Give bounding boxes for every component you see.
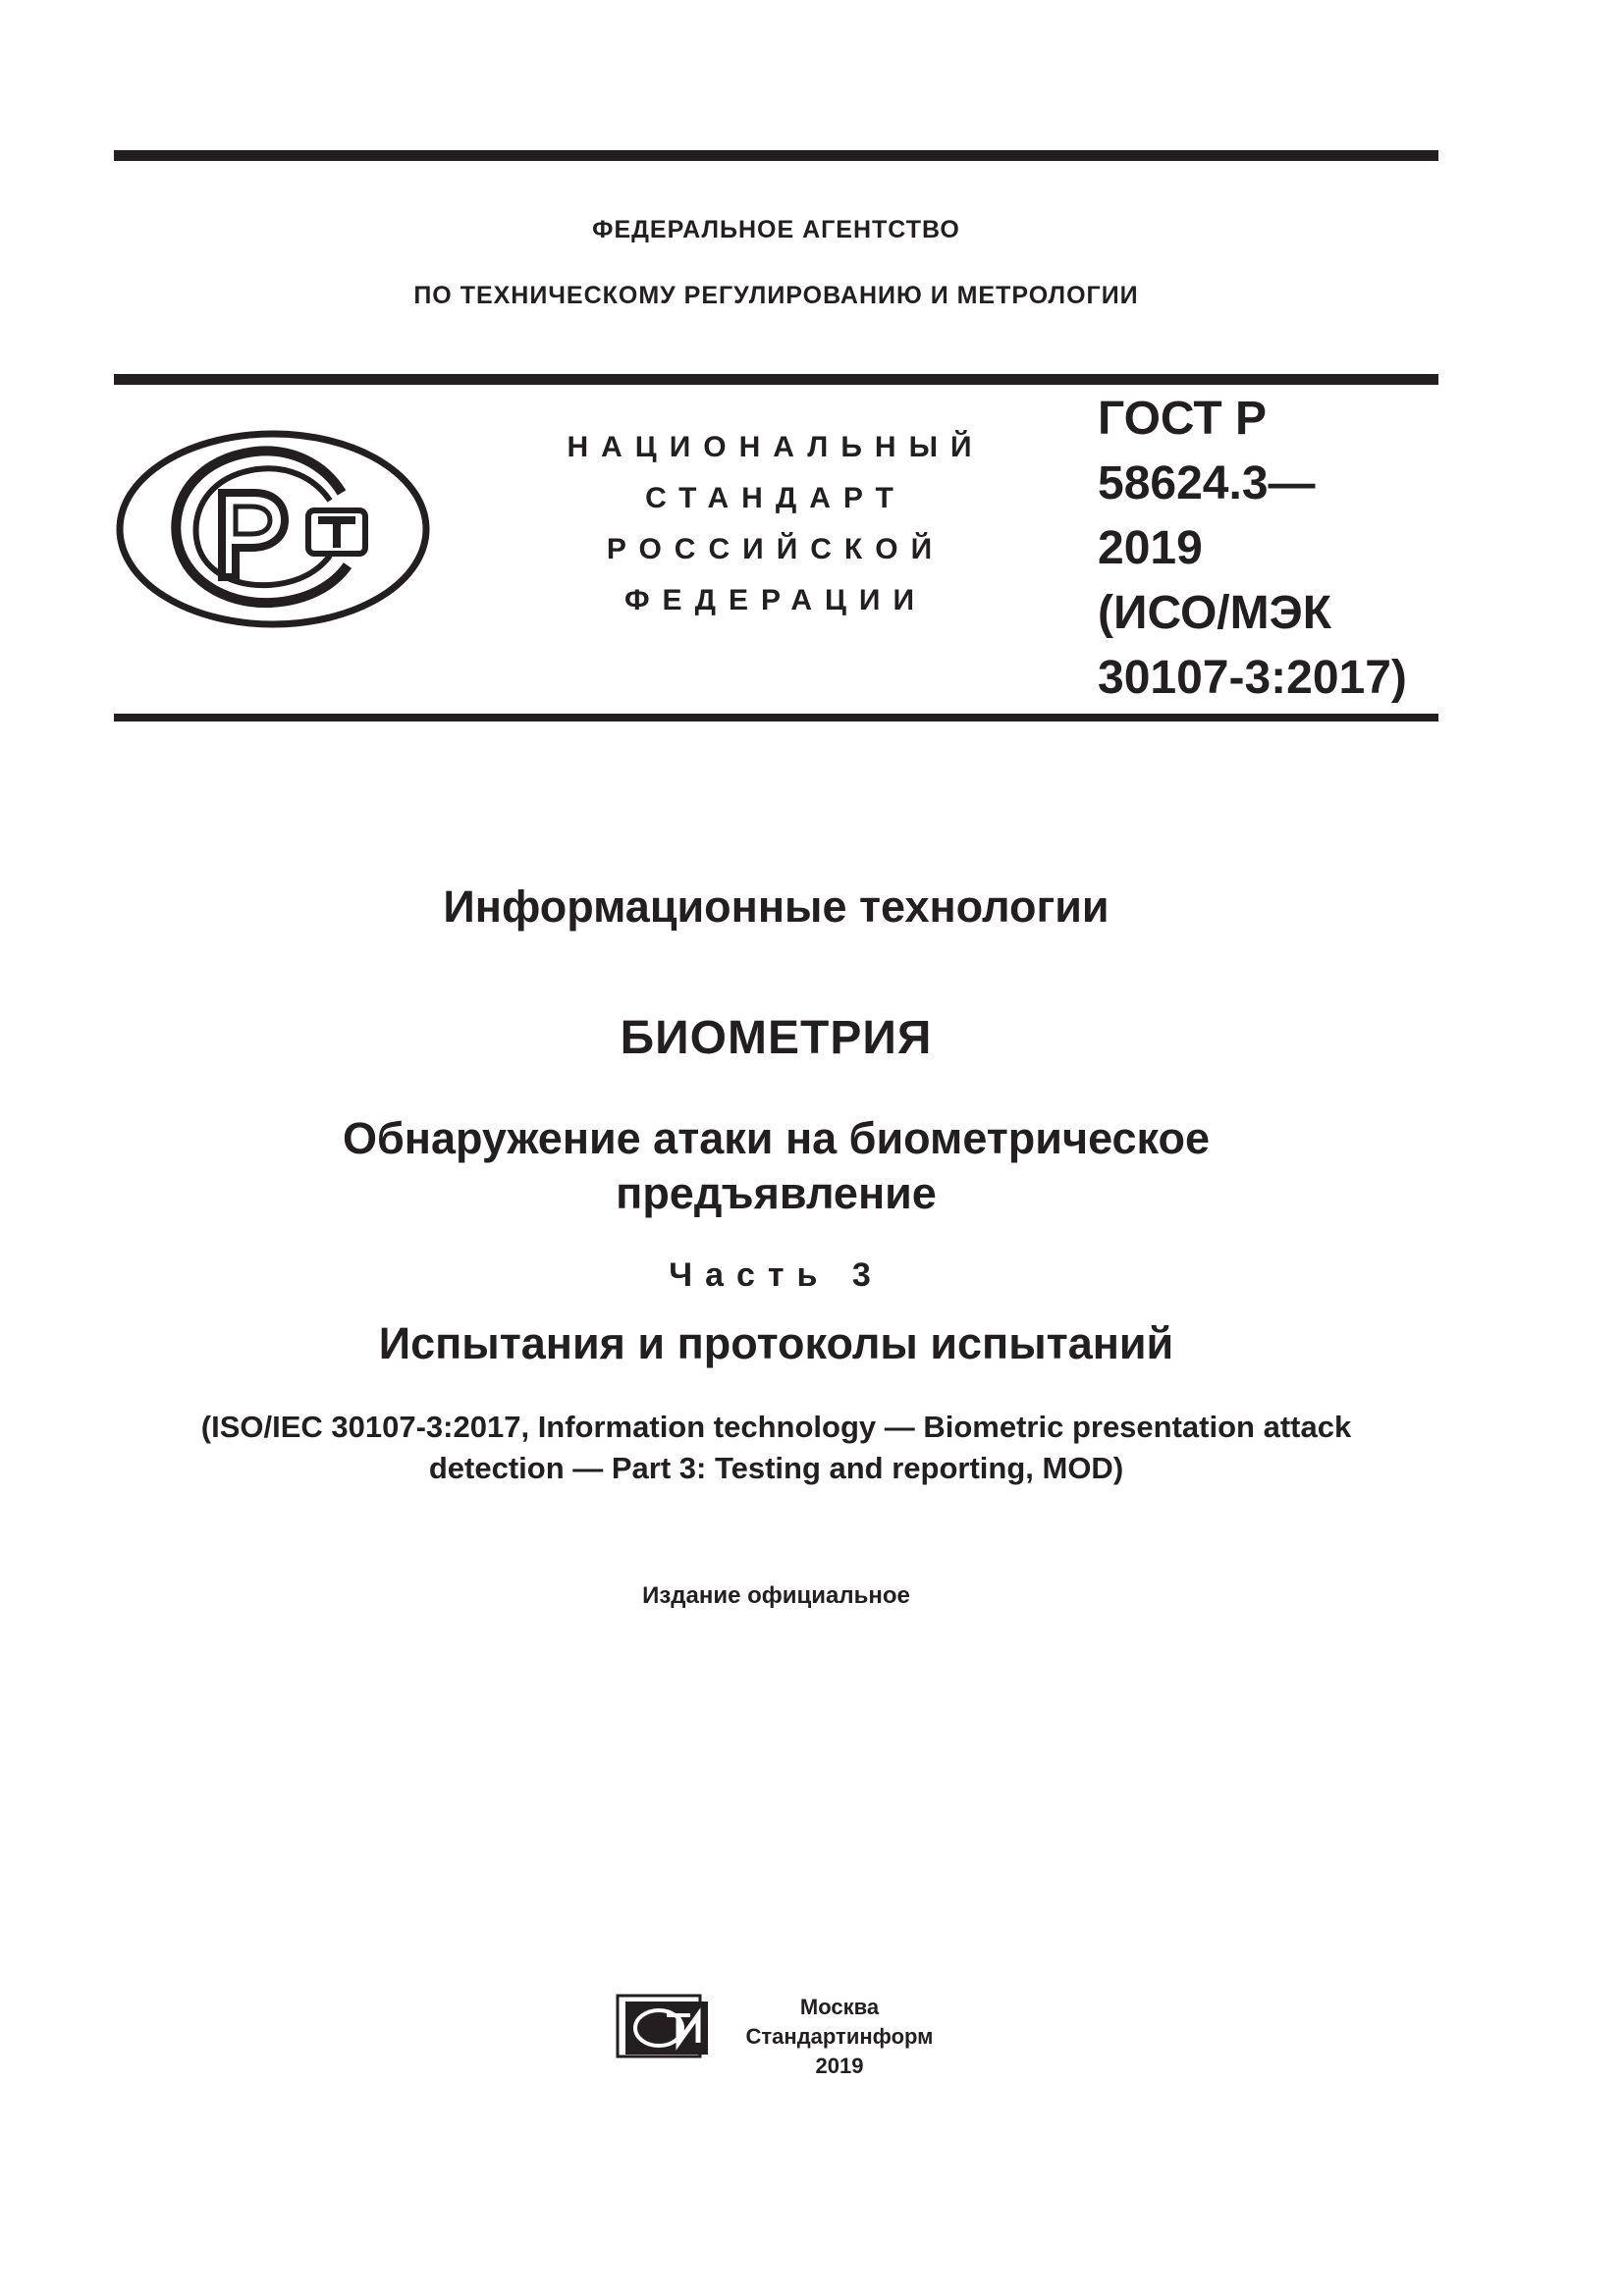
part-title: Испытания и протоколы испытаний	[378, 1318, 1174, 1368]
rst-gost-logo-icon	[116, 430, 430, 628]
sub-title-line-1: Обнаружение атаки на биометрическое	[343, 1113, 1210, 1163]
national-standard-line-3: РОССИЙСКОЙ	[606, 533, 946, 565]
national-standard-line-1: НАЦИОНАЛЬНЫЙ	[567, 431, 985, 463]
agency-line-1: ФЕДЕРАЛЬНОЕ АГЕНТСТВО	[592, 216, 960, 243]
field-title: Информационные технологии	[443, 881, 1110, 932]
main-title: БИОМЕТРИЯ	[620, 1012, 933, 1064]
part-label: Часть 3	[669, 1256, 884, 1294]
sub-title-line-2: предъявление	[616, 1168, 937, 1218]
publisher-block	[717, 1993, 962, 2081]
agency-line-2: ПО ТЕХНИЧЕСКОМУ РЕГУЛИРОВАНИЮ И МЕТРОЛОГИИ	[413, 282, 1139, 309]
designation-line-2: 58624.3—	[1098, 457, 1316, 509]
designation-line-3: 2019	[1098, 522, 1203, 574]
sub-title	[114, 1111, 1438, 1221]
designation-line-4: (ИСО/МЭК	[1098, 587, 1332, 639]
standartinform-logo-icon	[616, 1994, 711, 2058]
middle-rule	[114, 374, 1438, 385]
bottom-rule	[114, 714, 1438, 721]
iso-reference-line-1: (ISO/IEC 30107-3:2017, Information technology — Biometric presentation attack	[200, 1410, 1352, 1444]
publisher-city: Москва	[799, 1995, 880, 2019]
standard-designation	[1098, 387, 1407, 711]
national-standard-line-4: ФЕДЕРАЦИИ	[623, 584, 928, 616]
publisher-name: Стандартинформ	[745, 2024, 934, 2049]
iso-reference-line-2: detection — Part 3: Testing and reporting, MOD)	[428, 1451, 1124, 1485]
publisher-year: 2019	[815, 2054, 864, 2078]
national-standard-label	[550, 422, 1001, 626]
designation-line-1: ГОСТ Р	[1098, 393, 1268, 445]
iso-reference	[114, 1407, 1438, 1489]
edition-label: Издание официальное	[642, 1582, 910, 1609]
designation-line-5: 30107-3:2017)	[1098, 652, 1407, 704]
national-standard-line-2: СТАНДАРТ	[645, 482, 906, 514]
top-rule	[114, 150, 1438, 161]
